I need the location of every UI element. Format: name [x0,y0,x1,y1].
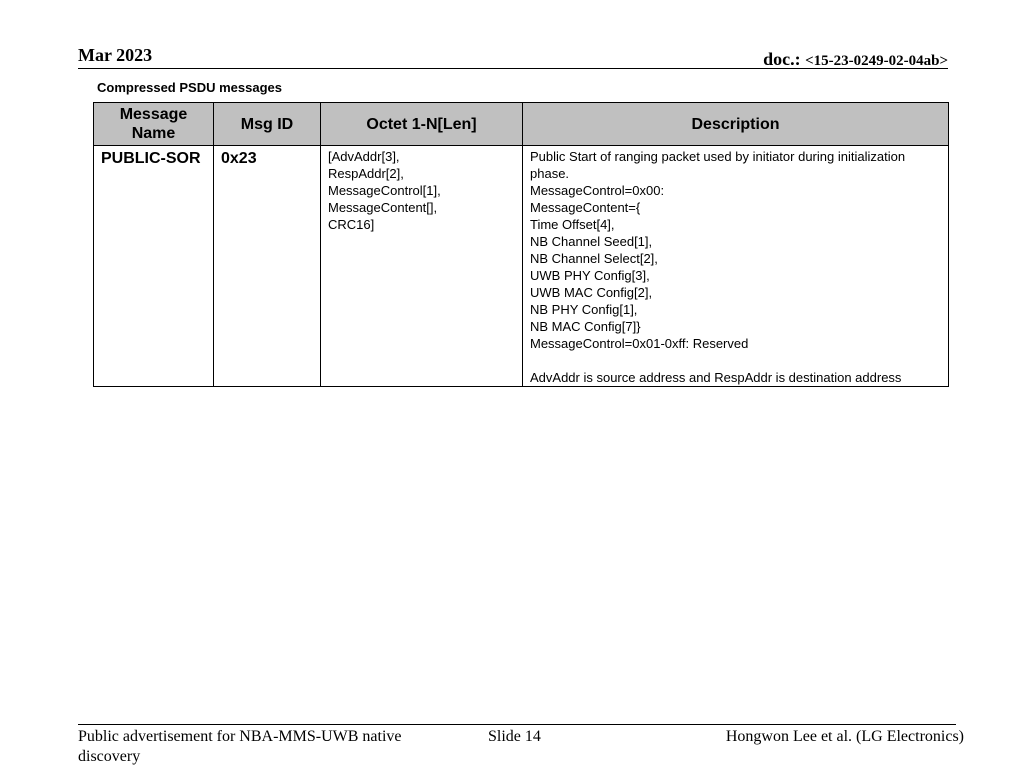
description-line: MessageContent={ [530,200,641,215]
description-line: NB Channel Seed[1], [530,234,653,249]
description-line: NB MAC Config[7]} [530,319,641,334]
description-line: MessageControl=0x00: [530,183,665,198]
cell-message-name: PUBLIC-SOR [94,146,214,387]
description-line: AdvAddr is source address and RespAddr is destination address [530,370,902,385]
table-row [94,146,949,387]
description-line: NB PHY Config[1], [530,302,638,317]
description-blank-line [530,352,942,369]
footer-author: Hongwon Lee et al. (LG Electronics) [725,728,964,745]
header-rule [78,68,948,69]
cell-description [523,146,949,387]
description-line: UWB MAC Config[2], [530,285,653,300]
header-octets: Octet 1-N[Len] [321,103,523,146]
description-line: NB Channel Select[2], [530,251,658,266]
cell-octets [321,146,523,387]
header-message-name: Message Name [94,103,214,146]
octet-line: MessageContent[], [328,200,438,215]
doc-number: <15-23-0249-02-04ab> [805,53,948,69]
description-line: Time Offset[4], [530,217,615,232]
psdu-message-table [93,102,949,387]
description-line: UWB PHY Config[3], [530,268,650,283]
octet-line: [AdvAddr[3], [328,149,400,164]
description-line: MessageControl=0x01-0xff: Reserved [530,336,749,351]
header-msg-id: Msg ID [214,103,321,146]
header-description: Description [523,103,949,146]
header-date: Mar 2023 [78,45,153,65]
description-line: Public Start of ranging packet used by initiator during initialization phase. [530,149,909,181]
cell-msg-id: 0x23 [214,146,321,387]
section-title: Compressed PSDU messages [97,80,282,95]
table-header-row [94,103,949,146]
octet-line: MessageControl[1], [328,183,441,198]
octet-line: RespAddr[2], [328,166,404,181]
footer-title: Public advertisement for NBA-MMS-UWB native discovery [78,728,402,765]
octet-line: CRC16] [328,217,375,232]
footer-slide-number: Slide 14 [488,728,541,745]
doc-prefix: doc.: [763,49,806,69]
footer-rule [78,724,956,725]
